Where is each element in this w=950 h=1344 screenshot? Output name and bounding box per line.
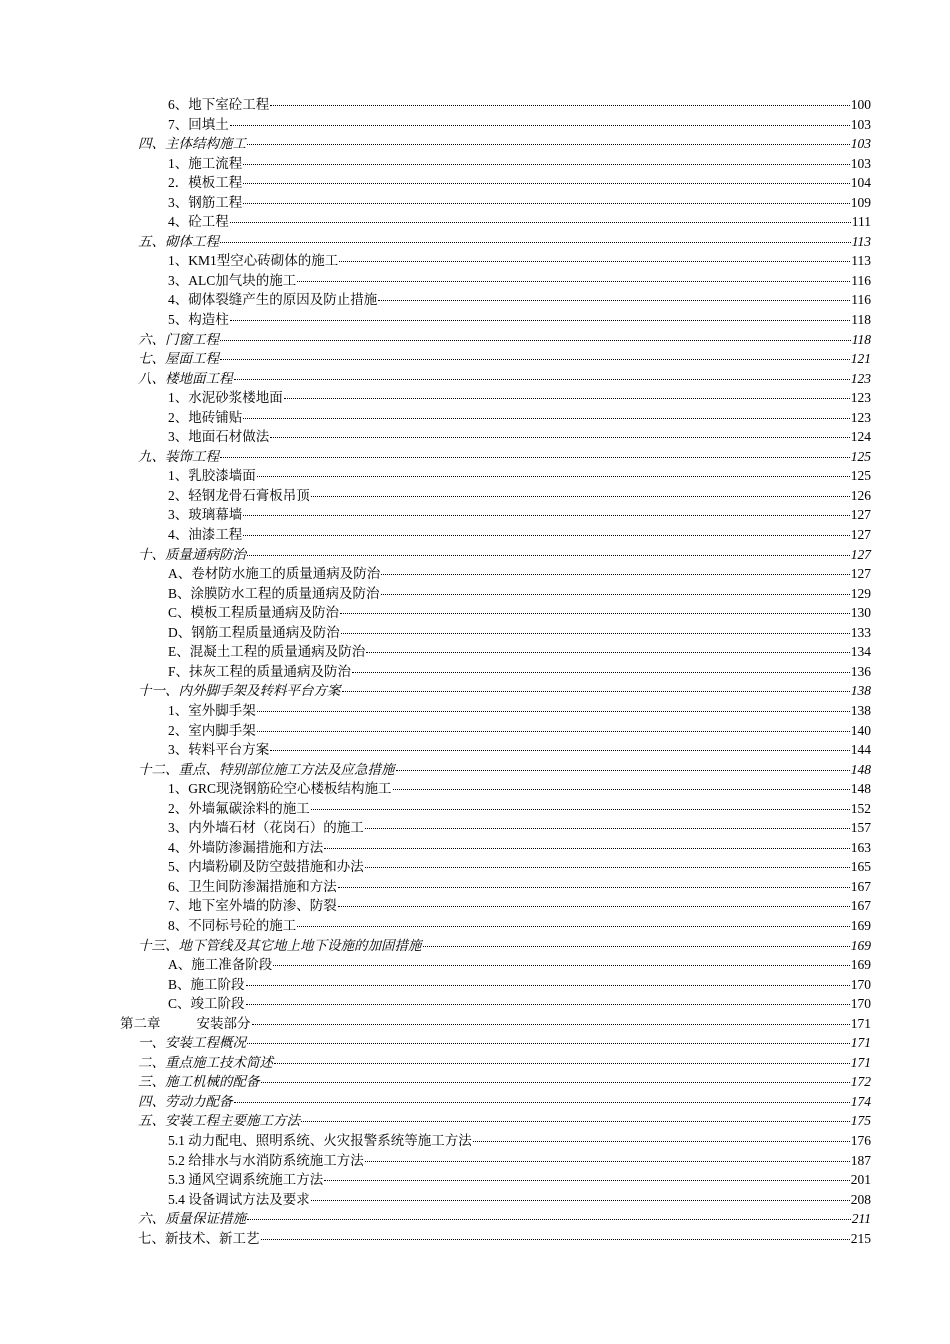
toc-page-number: 167 <box>850 878 871 894</box>
toc-dot-leader <box>365 861 850 868</box>
toc-page-number: 157 <box>850 820 871 836</box>
toc-entry[interactable] <box>120 1131 871 1151</box>
toc-page-number: 170 <box>850 976 871 992</box>
toc-page-number: 165 <box>850 859 871 875</box>
toc-dot-leader <box>339 255 850 262</box>
toc-entry-title: 四、主体结构施工 <box>138 136 246 152</box>
toc-entry-title: C、模板工程质量通病及防治 <box>168 605 340 621</box>
toc-page-number: 138 <box>850 702 871 718</box>
toc-page-number: 118 <box>851 312 871 328</box>
toc-entry-title: 1、GRC现浇钢筋砼空心楼板结构施工 <box>168 781 392 797</box>
table-of-contents <box>120 95 871 1248</box>
toc-page-number: 123 <box>850 390 871 406</box>
toc-entry-title: 十三、地下管线及其它地上地下设施的加固措施 <box>138 937 422 953</box>
toc-entry-title: 2、外墙氟碳涂料的施工 <box>168 800 310 816</box>
toc-entry-title: 1、施工流程 <box>168 155 243 171</box>
toc-dot-leader <box>311 1194 850 1201</box>
toc-dot-leader <box>234 1096 850 1103</box>
toc-entry-title: A、施工准备阶段 <box>168 957 273 973</box>
toc-dot-leader <box>220 353 850 360</box>
toc-entry-title: 4、外墙防渗漏措施和方法 <box>168 839 324 855</box>
toc-entry-title: 1、水泥砂浆楼地面 <box>168 390 283 406</box>
toc-dot-leader <box>324 842 850 849</box>
toc-entry-title: 一、安装工程概况 <box>138 1035 246 1051</box>
toc-page-number: 138 <box>850 683 871 699</box>
toc-page-number: 100 <box>850 97 871 112</box>
toc-dot-leader <box>270 431 850 438</box>
toc-dot-leader <box>243 529 850 536</box>
toc-entry[interactable] <box>120 271 871 291</box>
toc-dot-leader <box>378 294 850 301</box>
toc-page-number: 169 <box>850 917 871 933</box>
toc-entry-title: B、涂膜防水工程的质量通病及防治 <box>168 585 380 601</box>
toc-entry[interactable] <box>120 466 871 486</box>
toc-page-number: 118 <box>851 331 871 347</box>
toc-entry-title: 8、不同标号砼的施工 <box>168 917 297 933</box>
toc-entry[interactable] <box>120 447 871 467</box>
toc-entry[interactable] <box>120 1111 871 1131</box>
toc-entry[interactable] <box>120 916 871 936</box>
toc-dot-leader <box>247 1213 851 1220</box>
toc-dot-leader <box>366 646 850 653</box>
toc-dot-leader <box>230 119 850 126</box>
toc-entry-title: 1、KM1型空心砖砌体的施工 <box>168 253 339 269</box>
toc-entry[interactable] <box>120 799 871 819</box>
toc-page-number: 170 <box>850 996 871 1012</box>
toc-dot-leader <box>324 1174 850 1181</box>
toc-entry-title: 第二章 <box>120 1015 161 1031</box>
toc-entry[interactable] <box>120 877 871 897</box>
toc-dot-leader <box>396 764 850 771</box>
toc-page-number: 211 <box>851 1211 871 1227</box>
toc-page-number: 127 <box>850 546 871 562</box>
toc-page-number: 125 <box>850 468 871 484</box>
toc-page-number: 144 <box>850 742 871 758</box>
toc-dot-leader <box>341 627 850 634</box>
toc-dot-leader <box>311 490 850 497</box>
toc-entry-title: 2．模板工程 <box>168 175 243 191</box>
toc-page-number: 109 <box>850 194 871 210</box>
toc-entry[interactable] <box>120 818 871 838</box>
toc-dot-leader <box>270 744 850 751</box>
toc-page-number: 187 <box>850 1152 871 1168</box>
toc-entry-title: 2、地砖铺贴 <box>168 409 243 425</box>
toc-page-number: 111 <box>851 214 871 230</box>
toc-entry[interactable] <box>120 212 871 232</box>
toc-entry-title: 十一、内外脚手架及转料平台方案 <box>138 683 341 699</box>
toc-page-number: 129 <box>850 585 871 601</box>
toc-page-number: 123 <box>850 370 871 386</box>
toc-entry-title: 4、砼工程 <box>168 214 229 230</box>
toc-entry[interactable] <box>120 1190 871 1210</box>
toc-page-number: 152 <box>850 800 871 816</box>
toc-dot-leader <box>243 509 850 516</box>
toc-dot-leader <box>365 822 850 829</box>
toc-entry-title: 5、构造柱 <box>168 312 229 328</box>
toc-dot-leader <box>261 1076 850 1083</box>
toc-entry[interactable] <box>120 486 871 506</box>
toc-dot-leader <box>338 881 850 888</box>
toc-page-number: 125 <box>850 448 871 464</box>
toc-page-number: 103 <box>850 155 871 171</box>
toc-entry[interactable] <box>120 408 871 428</box>
toc-dot-leader <box>243 158 850 165</box>
toc-dot-leader <box>270 99 850 106</box>
toc-entry-title: 七、新技术、新工艺 <box>138 1230 260 1246</box>
toc-dot-leader <box>230 314 851 321</box>
toc-entry-title: 3、内外墙石材（花岗石）的施工 <box>168 820 364 836</box>
toc-dot-leader <box>220 236 851 243</box>
toc-page-number: 140 <box>850 722 871 738</box>
toc-dot-leader <box>252 1018 850 1025</box>
toc-page-number: 172 <box>850 1074 871 1090</box>
toc-page-number: 163 <box>850 839 871 855</box>
toc-entry-title: A、卷材防水施工的质量通病及防治 <box>168 566 381 582</box>
toc-entry-title: 5.2 给排水与水消防系统施工方法 <box>168 1152 364 1168</box>
toc-page-number: 134 <box>850 644 871 660</box>
toc-dot-leader <box>243 177 850 184</box>
toc-entry-title: F、抹灰工程的质量通病及防治 <box>168 663 352 679</box>
toc-entry[interactable] <box>120 975 871 995</box>
toc-entry[interactable] <box>120 896 871 916</box>
toc-dot-leader <box>247 138 850 145</box>
toc-entry[interactable] <box>120 603 871 623</box>
toc-dot-leader <box>246 998 850 1005</box>
toc-entry-title: 7、回填土 <box>168 116 229 132</box>
toc-page-number: 136 <box>850 663 871 679</box>
toc-page-number: 174 <box>850 1093 871 1109</box>
toc-entry-title: 五、安装工程主要施工方法 <box>138 1113 300 1129</box>
toc-entry-title: 十、质量通病防治 <box>138 546 246 562</box>
toc-entry[interactable] <box>120 642 871 662</box>
toc-page-number: 127 <box>850 507 871 523</box>
toc-entry[interactable] <box>120 779 871 799</box>
toc-dot-leader <box>284 392 850 399</box>
toc-entry-title: 2、轻钢龙骨石膏板吊顶 <box>168 487 310 503</box>
toc-entry[interactable] <box>120 173 871 193</box>
toc-dot-leader <box>473 1135 850 1142</box>
toc-dot-leader <box>338 900 850 907</box>
toc-entry[interactable] <box>120 1014 871 1034</box>
toc-entry-title: 3、转料平台方案 <box>168 742 270 758</box>
toc-entry[interactable] <box>120 760 871 780</box>
toc-dot-leader <box>220 334 851 341</box>
toc-entry[interactable] <box>120 623 871 643</box>
toc-entry[interactable] <box>120 721 871 741</box>
toc-page-number: 127 <box>850 527 871 543</box>
toc-entry[interactable] <box>120 1170 871 1190</box>
toc-entry-title: 4、砌体裂缝产生的原因及防止措施 <box>168 292 378 308</box>
toc-page-number: 148 <box>850 781 871 797</box>
toc-page-number: 103 <box>850 136 871 152</box>
toc-entry[interactable] <box>120 1053 871 1073</box>
toc-entry[interactable] <box>120 1151 871 1171</box>
toc-entry-title: 十二、重点、特别部位施工方法及应急措施 <box>138 761 395 777</box>
toc-dot-leader <box>247 549 850 556</box>
toc-entry[interactable] <box>120 310 871 330</box>
toc-entry-title: 4、油漆工程 <box>168 527 243 543</box>
toc-dot-leader <box>234 373 850 380</box>
toc-entry-title: 八、楼地面工程 <box>138 370 233 386</box>
toc-dot-leader <box>423 940 850 947</box>
toc-page-number: 126 <box>850 487 871 503</box>
toc-entry-title: 二、重点施工技术简述 <box>138 1054 273 1070</box>
toc-entry[interactable] <box>120 740 871 760</box>
toc-entry[interactable] <box>120 1092 871 1112</box>
toc-entry[interactable] <box>120 1033 871 1053</box>
toc-page-number: 124 <box>850 429 871 445</box>
toc-entry-title: 6、卫生间防渗漏措施和方法 <box>168 878 337 894</box>
toc-entry[interactable] <box>120 662 871 682</box>
toc-entry[interactable] <box>120 955 871 975</box>
toc-page-number: 113 <box>851 253 871 269</box>
toc-dot-leader <box>297 920 850 927</box>
toc-entry[interactable] <box>120 681 871 701</box>
toc-entry-title: 六、质量保证措施 <box>138 1211 246 1227</box>
toc-dot-leader <box>381 588 850 595</box>
toc-entry[interactable] <box>120 505 871 525</box>
toc-chapter-name: 安装部分 <box>196 1015 251 1031</box>
toc-entry-title: 7、地下室外墙的防渗、防裂 <box>168 898 337 914</box>
toc-entry-title: 五、砌体工程 <box>138 233 219 249</box>
toc-entry[interactable] <box>120 994 871 1014</box>
toc-entry[interactable] <box>120 134 871 154</box>
toc-entry[interactable] <box>120 290 871 310</box>
toc-dot-leader <box>381 568 850 575</box>
toc-page-number: 169 <box>850 957 871 973</box>
toc-entry-title: 3、玻璃幕墙 <box>168 507 243 523</box>
toc-dot-leader <box>243 412 850 419</box>
toc-dot-leader <box>220 451 850 458</box>
toc-page-number: 127 <box>850 566 871 582</box>
toc-dot-leader <box>230 216 851 223</box>
toc-dot-leader <box>247 1037 850 1044</box>
toc-entry-title: 九、装饰工程 <box>138 448 219 464</box>
toc-dot-leader <box>393 783 850 790</box>
toc-page-number: 176 <box>850 1132 871 1148</box>
toc-dot-leader <box>342 685 850 692</box>
toc-entry-title: 2、室内脚手架 <box>168 722 256 738</box>
toc-entry[interactable] <box>120 1229 871 1249</box>
toc-entry-title: 5、内墙粉刷及防空鼓措施和办法 <box>168 859 364 875</box>
toc-entry[interactable] <box>120 349 871 369</box>
toc-page-number: 208 <box>850 1191 871 1207</box>
toc-entry-title: 四、劳动力配备 <box>138 1093 233 1109</box>
toc-entry-title: 三、施工机械的配备 <box>138 1074 260 1090</box>
toc-page-number: 103 <box>850 116 871 132</box>
toc-entry[interactable] <box>120 388 871 408</box>
toc-dot-leader <box>257 705 850 712</box>
toc-dot-leader <box>257 470 850 477</box>
toc-entry[interactable] <box>120 1209 871 1229</box>
toc-entry-title: D、钢筋工程质量通病及防治 <box>168 624 340 640</box>
toc-dot-leader <box>340 607 850 614</box>
toc-page-number: 133 <box>850 624 871 640</box>
toc-entry[interactable] <box>120 427 871 447</box>
toc-entry-title: 六、门窗工程 <box>138 331 219 347</box>
toc-entry-title: 1、乳胶漆墙面 <box>168 468 256 484</box>
toc-entry[interactable] <box>120 232 871 252</box>
toc-page-number: 201 <box>850 1172 871 1188</box>
toc-entry[interactable] <box>120 1072 871 1092</box>
toc-entry-title: 3、地面石材做法 <box>168 429 270 445</box>
toc-page-number: 130 <box>850 605 871 621</box>
toc-page-number: 148 <box>850 761 871 777</box>
toc-page-number: 116 <box>851 292 871 308</box>
toc-dot-leader <box>274 1057 850 1064</box>
toc-entry[interactable] <box>120 330 871 350</box>
toc-page-number: 116 <box>851 272 871 288</box>
toc-entry-title: E、混凝土工程的质量通病及防治 <box>168 644 366 660</box>
toc-dot-leader <box>261 1233 850 1240</box>
toc-dot-leader <box>246 979 850 986</box>
toc-page-number: 167 <box>850 898 871 914</box>
toc-page-number: 215 <box>850 1230 871 1246</box>
toc-entry-title: 5.3 通风空调系统施工方法 <box>168 1172 324 1188</box>
toc-entry[interactable] <box>120 936 871 956</box>
toc-entry-title: C、竣工阶段 <box>168 996 245 1012</box>
toc-dot-leader <box>297 275 850 282</box>
toc-entry[interactable] <box>120 857 871 877</box>
toc-page-number: 121 <box>850 351 871 367</box>
toc-page-number: 123 <box>850 409 871 425</box>
toc-dot-leader <box>273 959 850 966</box>
toc-entry[interactable] <box>120 193 871 213</box>
toc-entry[interactable] <box>120 525 871 545</box>
toc-entry-title: 5.4 设备调试方法及要求 <box>168 1191 310 1207</box>
toc-entry[interactable] <box>120 584 871 604</box>
toc-entry-title: B、施工阶段 <box>168 976 245 992</box>
toc-page-number: 171 <box>850 1015 871 1031</box>
toc-entry[interactable] <box>120 838 871 858</box>
toc-entry[interactable] <box>120 701 871 721</box>
toc-entry[interactable] <box>120 95 871 115</box>
toc-page-number: 113 <box>851 233 871 249</box>
toc-page-number: 175 <box>850 1113 871 1129</box>
toc-entry-title: 3、钢筋工程 <box>168 194 243 210</box>
toc-page-number: 169 <box>850 937 871 953</box>
toc-entry-title: 5.1 动力配电、照明系统、火灾报警系统等施工方法 <box>168 1132 472 1148</box>
toc-entry-title: 6、地下室砼工程 <box>168 97 270 112</box>
toc-page-number: 104 <box>850 175 871 191</box>
toc-dot-leader <box>257 725 850 732</box>
toc-entry[interactable] <box>120 369 871 389</box>
toc-entry[interactable] <box>120 545 871 565</box>
toc-entry[interactable] <box>120 115 871 135</box>
toc-page-number: 171 <box>850 1054 871 1070</box>
toc-dot-leader <box>352 666 850 673</box>
toc-page-number: 171 <box>850 1035 871 1051</box>
toc-entry-title: 3、ALC加气块的施工 <box>168 272 297 288</box>
toc-entry[interactable] <box>120 251 871 271</box>
toc-dot-leader <box>365 1155 850 1162</box>
toc-entry-title: 1、室外脚手架 <box>168 702 256 718</box>
toc-dot-leader <box>243 197 850 204</box>
toc-entry-title: 七、屋面工程 <box>138 351 219 367</box>
toc-entry[interactable] <box>120 154 871 174</box>
toc-dot-leader <box>301 1115 850 1122</box>
toc-dot-leader <box>311 803 850 810</box>
toc-entry[interactable] <box>120 564 871 584</box>
